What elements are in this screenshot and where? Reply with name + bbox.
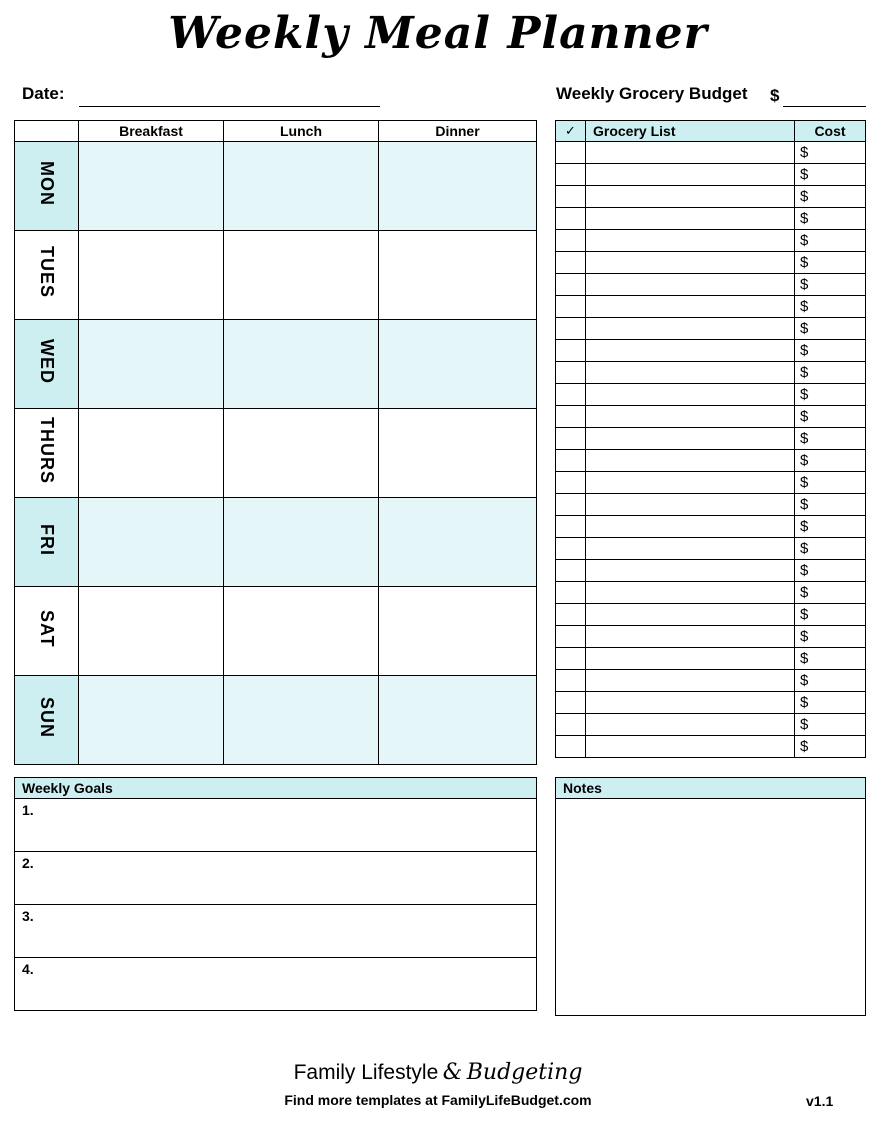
day-row-wed bbox=[15, 320, 537, 409]
grocery-cost-cell[interactable]: $ bbox=[795, 142, 866, 164]
grocery-item-cell[interactable] bbox=[586, 362, 795, 384]
grocery-item-cell[interactable] bbox=[586, 252, 795, 274]
notes-field[interactable] bbox=[556, 799, 866, 1016]
weekly-goals-header: Weekly Goals bbox=[15, 778, 537, 799]
weekly-goals-table bbox=[14, 777, 537, 1011]
grocery-row bbox=[556, 406, 866, 428]
column-header-breakfast: Breakfast bbox=[79, 121, 224, 142]
grocery-item-cell[interactable] bbox=[586, 472, 795, 494]
grocery-item-cell[interactable] bbox=[586, 428, 795, 450]
grocery-item-cell[interactable] bbox=[586, 626, 795, 648]
grocery-row bbox=[556, 472, 866, 494]
grocery-check-cell[interactable] bbox=[556, 186, 586, 208]
grocery-check-cell[interactable] bbox=[556, 340, 586, 362]
footer-brand bbox=[0, 1060, 876, 1085]
column-header-lunch: Lunch bbox=[224, 121, 379, 142]
grocery-item-cell[interactable] bbox=[586, 208, 795, 230]
meal-cell-tues-lunch[interactable] bbox=[224, 231, 379, 320]
grocery-cost-cell[interactable]: $ bbox=[795, 318, 866, 340]
grocery-cost-cell[interactable]: $ bbox=[795, 670, 866, 692]
grocery-item-cell[interactable] bbox=[586, 296, 795, 318]
grocery-cost-cell[interactable]: $ bbox=[795, 472, 866, 494]
meal-cell-wed-dinner[interactable] bbox=[379, 320, 537, 409]
grocery-cost-cell[interactable]: $ bbox=[795, 362, 866, 384]
grocery-row bbox=[556, 340, 866, 362]
grocery-check-cell[interactable] bbox=[556, 714, 586, 736]
grocery-row bbox=[556, 362, 866, 384]
meal-cell-mon-dinner[interactable] bbox=[379, 142, 537, 231]
budget-label: Weekly Grocery Budget bbox=[556, 84, 748, 103]
meal-cell-thurs-dinner[interactable] bbox=[379, 409, 537, 498]
grocery-check-cell[interactable] bbox=[556, 560, 586, 582]
grocery-check-cell[interactable] bbox=[556, 252, 586, 274]
meal-cell-fri-breakfast[interactable] bbox=[79, 498, 224, 587]
cost-header: Cost bbox=[795, 121, 866, 142]
grocery-cost-cell[interactable]: $ bbox=[795, 340, 866, 362]
day-row-tues bbox=[15, 231, 537, 320]
grocery-item-cell[interactable] bbox=[586, 604, 795, 626]
grocery-check-cell[interactable] bbox=[556, 164, 586, 186]
meal-cell-thurs-lunch[interactable] bbox=[224, 409, 379, 498]
day-label-cell bbox=[15, 498, 79, 587]
brand-text-part1: Family Lifestyle bbox=[293, 1061, 439, 1084]
version-label: v1.1 bbox=[806, 1093, 834, 1109]
grocery-row bbox=[556, 450, 866, 472]
grocery-item-cell[interactable] bbox=[586, 582, 795, 604]
grocery-list-header: Grocery List bbox=[586, 121, 795, 142]
date-field[interactable] bbox=[79, 106, 380, 107]
grocery-check-cell[interactable] bbox=[556, 670, 586, 692]
goal-field-4[interactable]: 4. bbox=[15, 958, 537, 1011]
day-label-cell bbox=[15, 142, 79, 231]
meal-cell-wed-breakfast[interactable] bbox=[79, 320, 224, 409]
meal-cell-mon-breakfast[interactable] bbox=[79, 142, 224, 231]
meal-cell-sat-lunch[interactable] bbox=[224, 587, 379, 676]
notes-header: Notes bbox=[556, 778, 866, 799]
grocery-check-cell[interactable] bbox=[556, 428, 586, 450]
grocery-cost-cell[interactable]: $ bbox=[795, 406, 866, 428]
grocery-cost-cell[interactable]: $ bbox=[795, 648, 866, 670]
grocery-row bbox=[556, 516, 866, 538]
grocery-item-cell[interactable] bbox=[586, 560, 795, 582]
day-row-fri bbox=[15, 498, 537, 587]
notes-table bbox=[555, 777, 866, 1016]
grocery-item-cell[interactable] bbox=[586, 274, 795, 296]
grocery-item-cell[interactable] bbox=[586, 318, 795, 340]
grocery-row bbox=[556, 428, 866, 450]
meal-cell-wed-lunch[interactable] bbox=[224, 320, 379, 409]
budget-field[interactable] bbox=[783, 106, 866, 107]
grocery-check-cell[interactable] bbox=[556, 362, 586, 384]
grocery-item-cell[interactable] bbox=[586, 670, 795, 692]
meal-cell-sun-breakfast[interactable] bbox=[79, 676, 224, 765]
meal-cell-sat-breakfast[interactable] bbox=[79, 587, 224, 676]
grocery-item-cell[interactable] bbox=[586, 142, 795, 164]
grocery-check-cell[interactable] bbox=[556, 406, 586, 428]
grocery-row bbox=[556, 384, 866, 406]
grocery-check-cell[interactable] bbox=[556, 494, 586, 516]
day-label-cell bbox=[15, 409, 79, 498]
grocery-check-cell[interactable] bbox=[556, 450, 586, 472]
day-label-thurs: THURS bbox=[37, 417, 57, 484]
grocery-row bbox=[556, 670, 866, 692]
day-label-cell bbox=[15, 676, 79, 765]
grocery-item-cell[interactable] bbox=[586, 516, 795, 538]
grocery-item-cell[interactable] bbox=[586, 164, 795, 186]
grocery-check-cell[interactable] bbox=[556, 274, 586, 296]
grocery-row bbox=[556, 186, 866, 208]
grocery-check-cell[interactable] bbox=[556, 318, 586, 340]
day-label-sat: SAT bbox=[37, 609, 57, 648]
grocery-cost-cell[interactable]: $ bbox=[795, 494, 866, 516]
day-label-tues: TUES bbox=[37, 246, 57, 299]
day-row-mon bbox=[15, 142, 537, 231]
grocery-row bbox=[556, 736, 866, 758]
meal-cell-fri-dinner[interactable] bbox=[379, 498, 537, 587]
grocery-cost-cell[interactable]: $ bbox=[795, 428, 866, 450]
day-row-sun bbox=[15, 676, 537, 765]
meal-cell-fri-lunch[interactable] bbox=[224, 498, 379, 587]
grocery-cost-cell[interactable]: $ bbox=[795, 736, 866, 758]
day-label-cell bbox=[15, 320, 79, 409]
grocery-item-cell[interactable] bbox=[586, 494, 795, 516]
meal-cell-sat-dinner[interactable] bbox=[379, 587, 537, 676]
grocery-row bbox=[556, 494, 866, 516]
meal-cell-tues-breakfast[interactable] bbox=[79, 231, 224, 320]
goal-field-1[interactable]: 1. bbox=[15, 799, 537, 852]
grocery-item-cell[interactable] bbox=[586, 450, 795, 472]
grocery-rows bbox=[556, 142, 866, 758]
grocery-list-table bbox=[555, 120, 866, 758]
grocery-check-cell[interactable] bbox=[556, 538, 586, 560]
grocery-cost-cell[interactable]: $ bbox=[795, 208, 866, 230]
grocery-item-cell[interactable] bbox=[586, 538, 795, 560]
grocery-item-cell[interactable] bbox=[586, 692, 795, 714]
grocery-check-cell[interactable] bbox=[556, 516, 586, 538]
meal-grid-corner bbox=[15, 121, 79, 142]
meal-cell-sun-dinner[interactable] bbox=[379, 676, 537, 765]
grocery-cost-cell[interactable]: $ bbox=[795, 384, 866, 406]
grocery-row bbox=[556, 318, 866, 340]
meal-cell-mon-lunch[interactable] bbox=[224, 142, 379, 231]
grocery-check-cell[interactable] bbox=[556, 208, 586, 230]
grocery-row bbox=[556, 604, 866, 626]
grocery-item-cell[interactable] bbox=[586, 648, 795, 670]
grocery-row bbox=[556, 560, 866, 582]
meal-cell-tues-dinner[interactable] bbox=[379, 231, 537, 320]
column-header-dinner: Dinner bbox=[379, 121, 537, 142]
brand-ampersand: & bbox=[442, 1060, 463, 1085]
day-row-sat bbox=[15, 587, 537, 676]
grocery-row bbox=[556, 648, 866, 670]
grocery-cost-cell[interactable]: $ bbox=[795, 604, 866, 626]
grocery-check-cell[interactable] bbox=[556, 626, 586, 648]
grocery-check-cell[interactable] bbox=[556, 384, 586, 406]
grocery-cost-cell[interactable]: $ bbox=[795, 186, 866, 208]
grocery-item-cell[interactable] bbox=[586, 230, 795, 252]
grocery-check-cell[interactable] bbox=[556, 472, 586, 494]
grocery-cost-cell[interactable]: $ bbox=[795, 296, 866, 318]
budget-currency: $ bbox=[770, 86, 780, 105]
grocery-cost-cell[interactable]: $ bbox=[795, 714, 866, 736]
grocery-cost-cell[interactable]: $ bbox=[795, 560, 866, 582]
grocery-check-cell[interactable] bbox=[556, 648, 586, 670]
day-label-fri: FRI bbox=[37, 523, 57, 556]
grocery-check-cell[interactable] bbox=[556, 142, 586, 164]
page-title: Weekly Meal Planner bbox=[168, 8, 708, 59]
grocery-item-cell[interactable] bbox=[586, 186, 795, 208]
grocery-row bbox=[556, 230, 866, 252]
grocery-row bbox=[556, 142, 866, 164]
grocery-check-cell[interactable] bbox=[556, 230, 586, 252]
grocery-row bbox=[556, 626, 866, 648]
grocery-check-cell[interactable] bbox=[556, 582, 586, 604]
grocery-check-cell[interactable] bbox=[556, 296, 586, 318]
meal-plan-grid bbox=[14, 120, 537, 765]
brand-text-part2: Budgeting bbox=[466, 1060, 583, 1085]
day-label-wed: WED bbox=[37, 339, 57, 384]
grocery-cost-cell[interactable]: $ bbox=[795, 538, 866, 560]
grocery-item-cell[interactable] bbox=[586, 736, 795, 758]
grocery-row bbox=[556, 582, 866, 604]
day-label-cell bbox=[15, 587, 79, 676]
grocery-row bbox=[556, 538, 866, 560]
grocery-row bbox=[556, 208, 866, 230]
grocery-cost-cell[interactable]: $ bbox=[795, 516, 866, 538]
grocery-check-cell[interactable] bbox=[556, 692, 586, 714]
goal-field-3[interactable]: 3. bbox=[15, 905, 537, 958]
grocery-row bbox=[556, 692, 866, 714]
checkmark-icon: ✓ bbox=[556, 121, 586, 142]
grocery-item-cell[interactable] bbox=[586, 714, 795, 736]
grocery-cost-cell[interactable]: $ bbox=[795, 252, 866, 274]
meal-cell-sun-lunch[interactable] bbox=[224, 676, 379, 765]
date-label: Date: bbox=[22, 84, 65, 103]
grocery-cost-cell[interactable]: $ bbox=[795, 692, 866, 714]
grocery-cost-cell[interactable]: $ bbox=[795, 450, 866, 472]
grocery-row bbox=[556, 252, 866, 274]
meal-cell-thurs-breakfast[interactable] bbox=[79, 409, 224, 498]
grocery-cost-cell[interactable]: $ bbox=[795, 230, 866, 252]
grocery-item-cell[interactable] bbox=[586, 384, 795, 406]
goal-field-2[interactable]: 2. bbox=[15, 852, 537, 905]
grocery-check-cell[interactable] bbox=[556, 604, 586, 626]
grocery-cost-cell[interactable]: $ bbox=[795, 582, 866, 604]
grocery-cost-cell[interactable]: $ bbox=[795, 164, 866, 186]
footer-tagline: Find more templates at FamilyLifeBudget.com bbox=[284, 1092, 592, 1108]
day-row-thurs bbox=[15, 409, 537, 498]
day-label-mon: MON bbox=[37, 161, 57, 206]
day-label-cell bbox=[15, 231, 79, 320]
grocery-cost-cell[interactable]: $ bbox=[795, 274, 866, 296]
grocery-row bbox=[556, 274, 866, 296]
grocery-row bbox=[556, 714, 866, 736]
grocery-row bbox=[556, 296, 866, 318]
grocery-item-cell[interactable] bbox=[586, 406, 795, 428]
grocery-check-cell[interactable] bbox=[556, 736, 586, 758]
grocery-item-cell[interactable] bbox=[586, 340, 795, 362]
grocery-cost-cell[interactable]: $ bbox=[795, 626, 866, 648]
day-label-sun: SUN bbox=[37, 696, 57, 738]
grocery-row bbox=[556, 164, 866, 186]
